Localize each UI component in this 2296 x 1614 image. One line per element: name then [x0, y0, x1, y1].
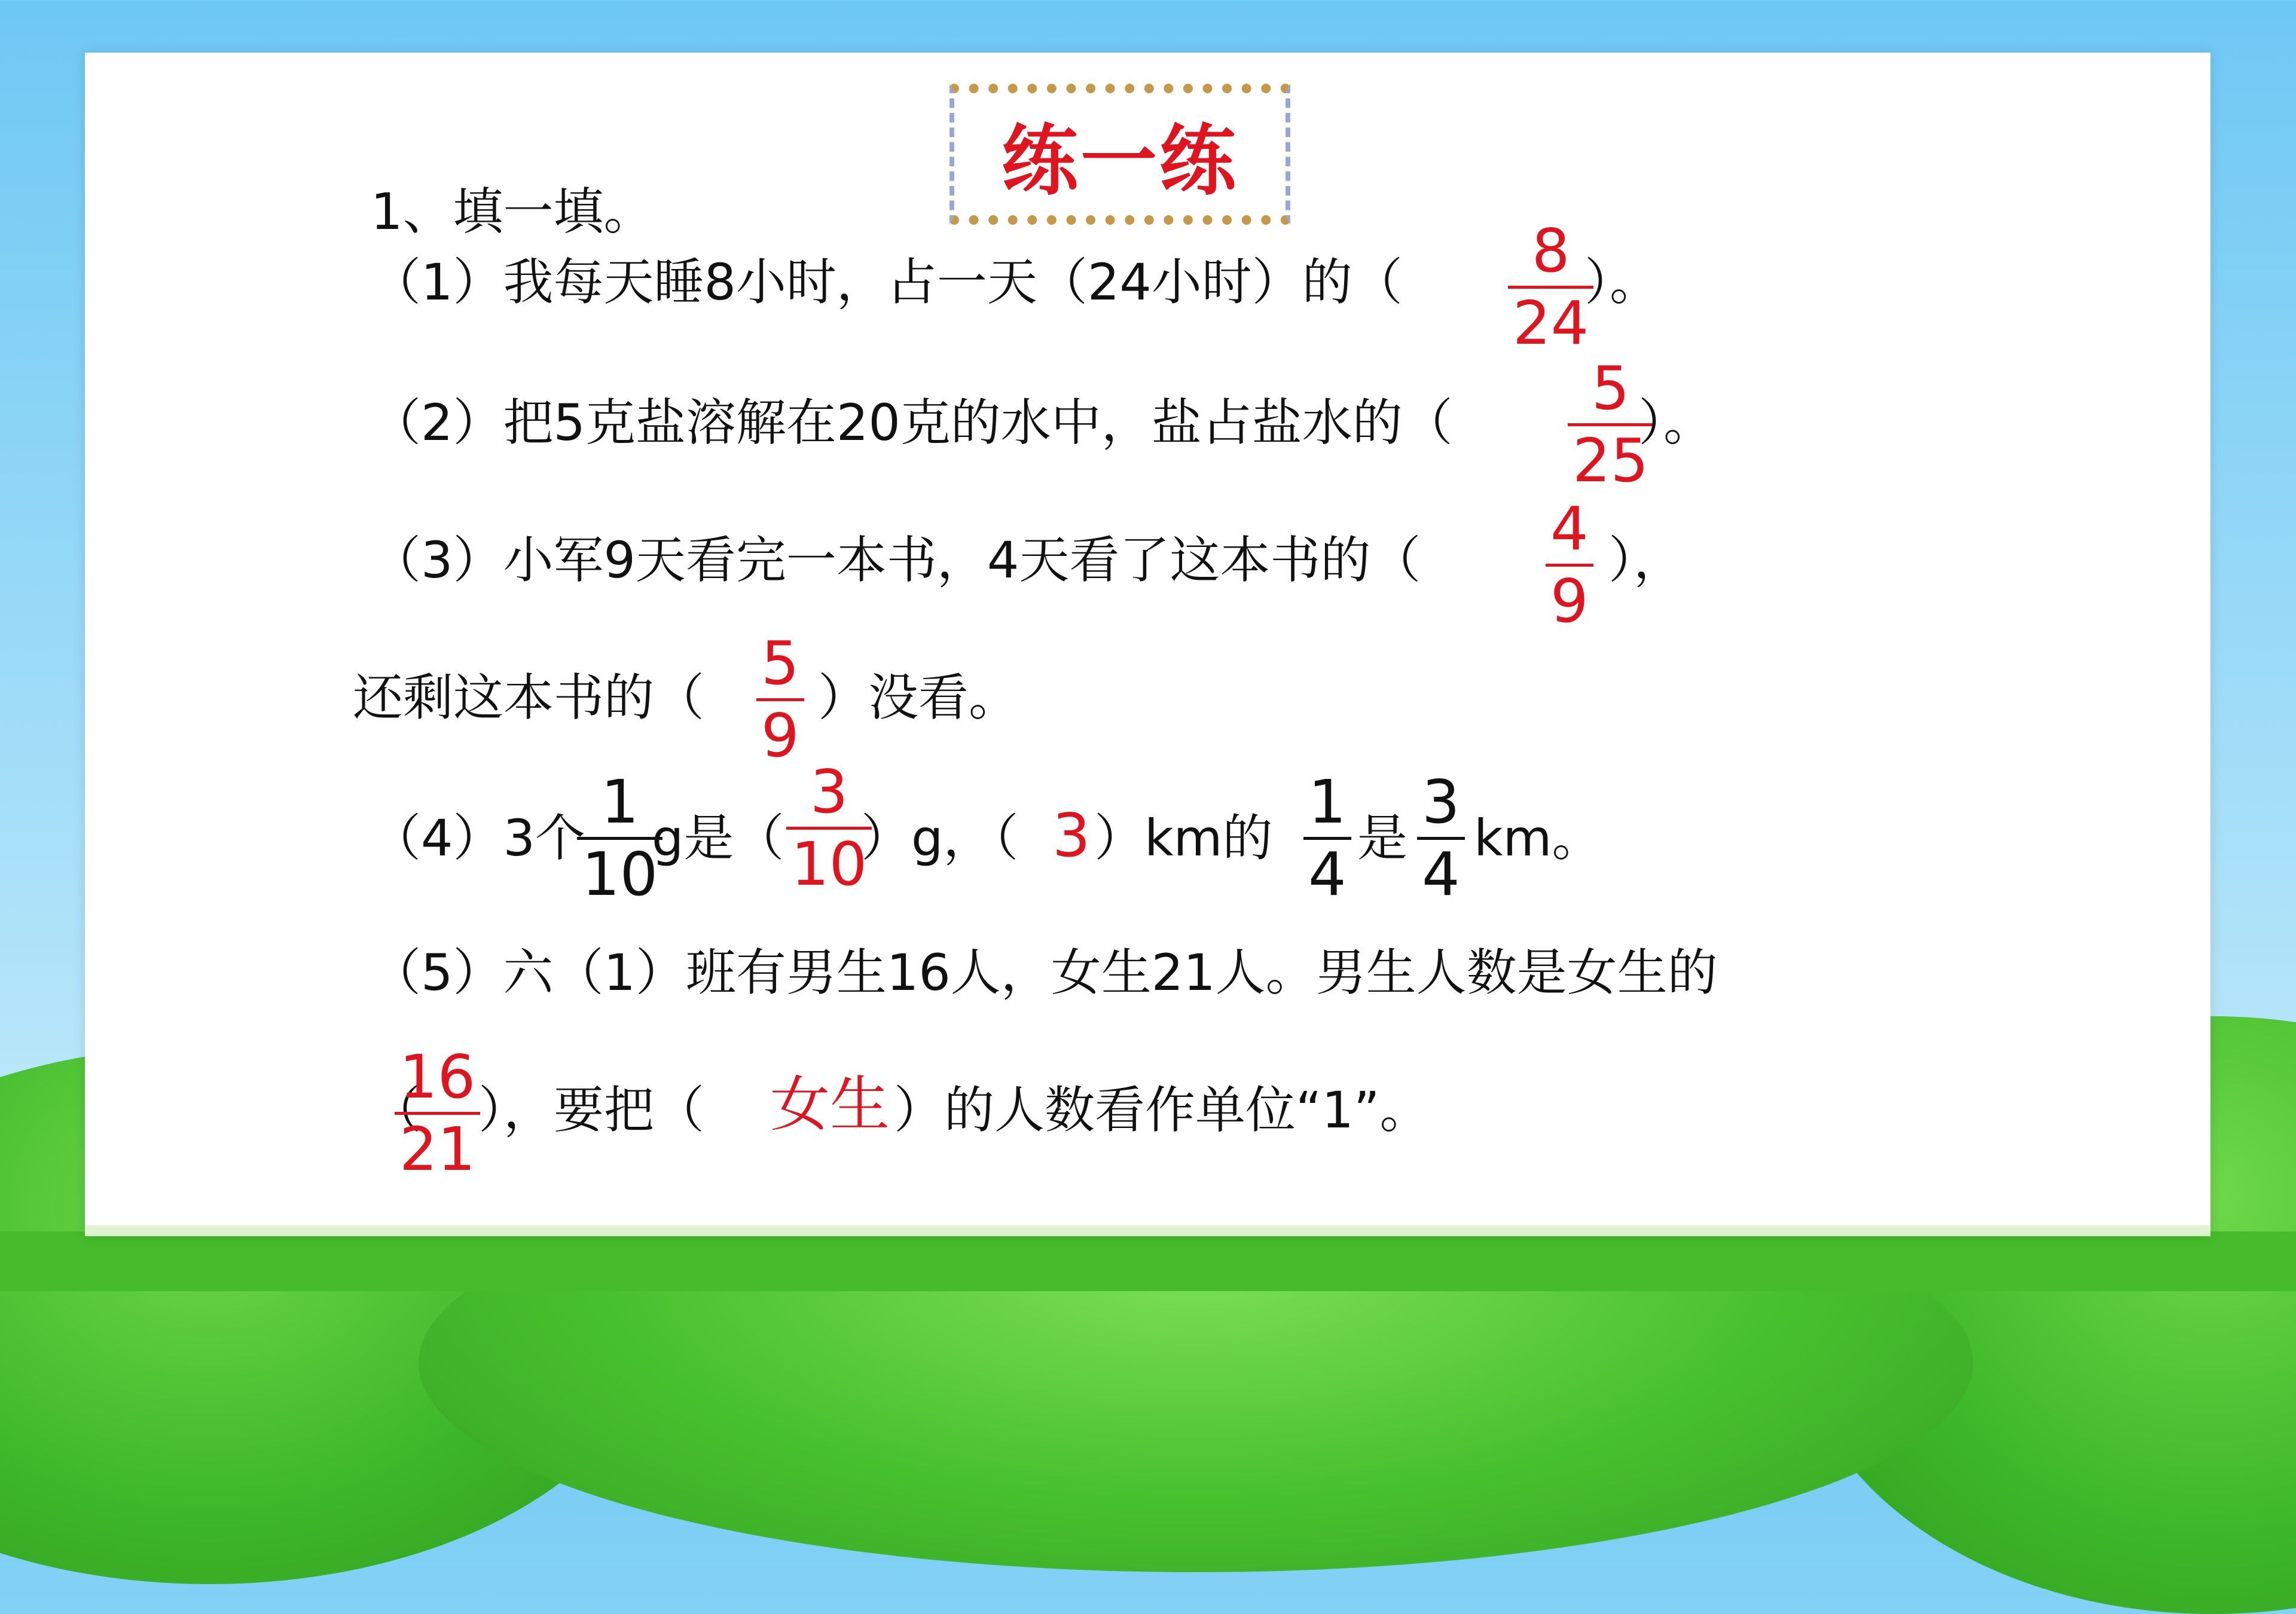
q4-part1: （4）3个: [371, 809, 585, 867]
q4-answer-fraction: [786, 757, 872, 899]
q1-answer-numerator: 8: [1531, 216, 1570, 286]
q4-part6: km。: [1474, 809, 1602, 867]
q4-answer-numerator: 3: [810, 757, 848, 827]
q4-part2: g是（: [652, 809, 784, 867]
q4-fraction-2-numerator: 1: [1308, 767, 1347, 837]
q3-remaining-numerator: 5: [761, 628, 799, 698]
q4-fraction-1-numerator: 1: [600, 767, 639, 837]
q1-text: （1）我每天睡8小时，占一天（24小时）的（: [371, 253, 1403, 311]
q5-text: （5）六（1）班有男生16人，女生21人。男生人数是女生的: [371, 943, 1718, 1002]
q3-line2-end: ）没看。: [818, 668, 1019, 727]
q4-part4: ）km的: [1094, 809, 1273, 867]
q3-line2-text: 还剩这本书的（: [353, 668, 705, 727]
q2-answer-denominator: 25: [1568, 423, 1653, 491]
q5-part3: ）的人数看作单位“1”。: [894, 1081, 1430, 1139]
q5-answer-numerator: 16: [399, 1042, 476, 1112]
q4-fraction-3-denominator: 4: [1417, 837, 1465, 904]
q2-answer-numerator: 5: [1591, 353, 1630, 423]
q3-text-end: ），: [1608, 531, 1684, 589]
q4-fraction-2: [1303, 767, 1351, 909]
q4-fraction-3: [1417, 767, 1465, 909]
q1-answer-fraction: [1508, 216, 1593, 358]
q5-answer-unit: 女生: [770, 1069, 890, 1139]
q3-remaining-fraction: [756, 628, 804, 771]
q5-answer-fraction: [395, 1042, 480, 1184]
q4-answer-number: 3: [1052, 800, 1091, 870]
q4-part5: 是: [1357, 809, 1408, 867]
q4-fraction-3-numerator: 3: [1422, 767, 1460, 837]
q3-answer-denominator: 9: [1546, 564, 1593, 631]
q1-text-end: ）。: [1584, 253, 1660, 311]
q4-answer-denominator: 10: [786, 827, 872, 894]
q1-answer-denominator: 24: [1508, 286, 1593, 353]
q5-open-paren: （: [371, 1081, 422, 1139]
q4-part3: ）g，（: [861, 809, 1019, 867]
q5-part2: ），要把（: [478, 1081, 705, 1139]
section-heading: 1、填一填。: [371, 182, 654, 241]
q3-remaining-denominator: 9: [756, 698, 804, 766]
q3-text: （3）小军9天看完一本书，4天看了这本书的（: [371, 531, 1421, 589]
page-title: 练一练: [1001, 117, 1238, 206]
q4-fraction-1-denominator: 10: [577, 837, 662, 904]
q4-fraction-2-denominator: 4: [1303, 837, 1351, 904]
q5-answer-denominator: 21: [395, 1112, 480, 1179]
title-frame: [949, 84, 1290, 225]
q3-answer-numerator: 4: [1550, 494, 1589, 564]
q3-answer-fraction: [1546, 494, 1593, 636]
q2-text: （2）把5克盐溶解在20克的水中，盐占盐水的（: [371, 393, 1453, 452]
q4-fraction-1: [577, 767, 662, 909]
q2-text-end: ）。: [1638, 393, 1714, 452]
background-grass: [0, 1231, 2296, 1291]
